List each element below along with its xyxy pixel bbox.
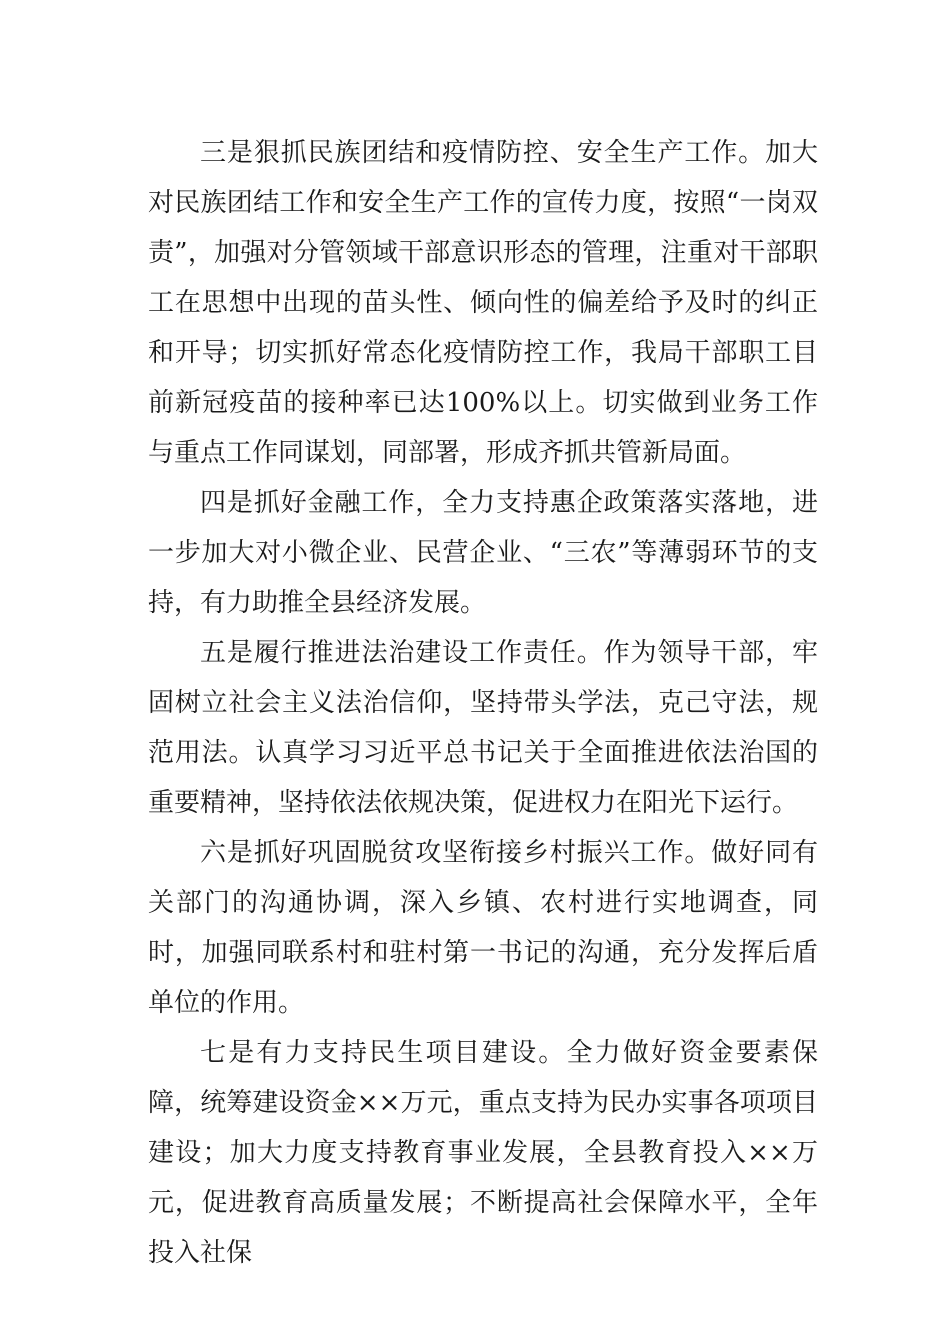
- paragraph-ethnic-unity-epidemic-safety: 三是狠抓民族团结和疫情防控、安全生产工作。加大对民族团结工作和安全生产工作的宣传力度，按照“一岗双责”，加强对分管领域干部意识形态的管理，注重对干部职工在思想中出现的苗头性、倾向性的偏差给予及时的纠正和开导；切实抓好常态化疫情防控工作，我局干部职工目前新冠疫苗的接种率已达100%以上。切实做到业务工作与重点工作同谋划，同部署，形成齐抓共管新局面。: [148, 138, 818, 468]
- paragraph-livelihood-projects: 七是有力支持民生项目建设。全力做好资金要素保障，统筹建设资金××万元，重点支持为民办实事各项项目建设；加大力度支持教育事业发展，全县教育投入××万元，促进教育高质量发展；不断提高社会保障水平，全年投入社保: [148, 1038, 818, 1268]
- paragraph-financial-work: 四是抓好金融工作，全力支持惠企政策落实落地，进一步加大对小微企业、民营企业、“三农”等薄弱环节的支持，有力助推全县经济发展。: [148, 488, 818, 618]
- paragraph-rural-revitalization: 六是抓好巩固脱贫攻坚衔接乡村振兴工作。做好同有关部门的沟通协调，深入乡镇、农村进行实地调查，同时，加强同联系村和驻村第一书记的沟通，充分发挥后盾单位的作用。: [148, 838, 818, 1018]
- paragraph-rule-of-law: 五是履行推进法治建设工作责任。作为领导干部，牢固树立社会主义法治信仰，坚持带头学法，克己守法，规范用法。认真学习习近平总书记关于全面推进依法治国的重要精神，坚持依法依规决策，促进权力在阳光下运行。: [148, 638, 818, 818]
- document-body: [148, 128, 818, 1278]
